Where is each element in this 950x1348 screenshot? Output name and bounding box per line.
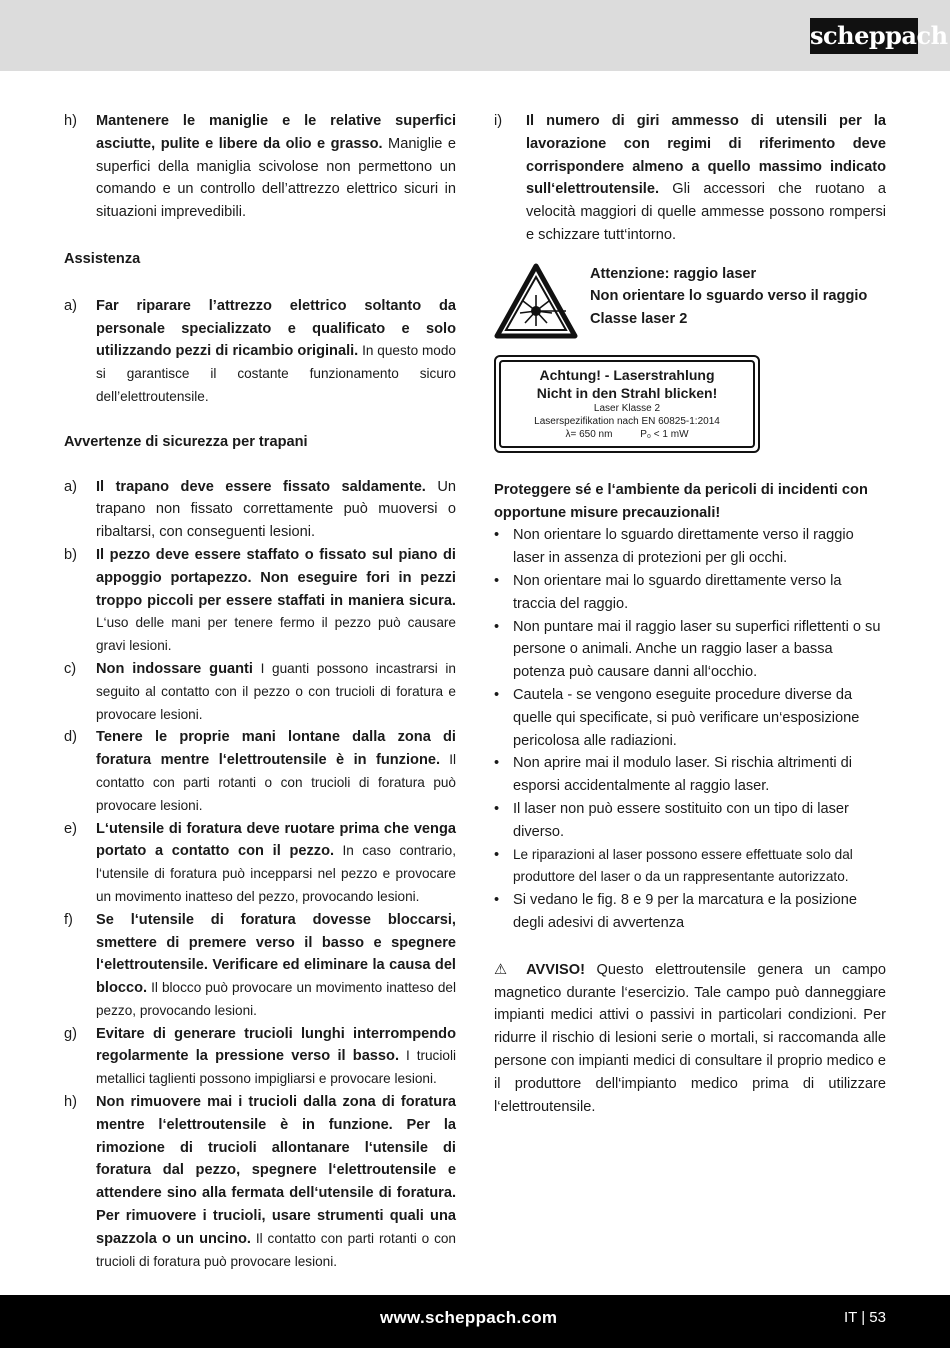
protect-heading: Proteggere sé e l‘ambiente da pericoli di incidenti con opportune misure precauzionali! bbox=[494, 481, 868, 521]
drill-instruction-item bbox=[64, 726, 456, 817]
notice-text: Questo elettroutensile genera un campo magnetico durante l‘esercizio. Tale campo può danneggiare impianti medici attivi o passivi in particolari condizioni. Per ridurre il rischio di lesioni serie o mortali, si raccomanda alle persone con impianti medici di consultare il proprio medico e il produttore dell‘impianto medico prima di utilizzare l‘elettroutensile. bbox=[494, 961, 886, 1115]
precaution-text: Non orientare mai lo sguardo direttamente verso la traccia del raggio. bbox=[513, 572, 842, 612]
precaution-text: Si vedano le fig. 8 e 9 per la marcatura e la posizione degli adesivi di avvertenza bbox=[513, 892, 857, 931]
item-label: a) bbox=[64, 297, 77, 314]
item-label: g) bbox=[64, 1025, 77, 1042]
laser-warning bbox=[494, 263, 886, 339]
laser-warning-line1: Attenzione: raggio laser bbox=[590, 265, 757, 282]
precaution-item bbox=[494, 752, 886, 798]
drill-instruction-item bbox=[64, 658, 456, 726]
item-label: f) bbox=[64, 911, 73, 928]
drill-instruction-list bbox=[64, 476, 456, 1274]
item-text: Il pezzo deve essere staffato o fissato sul piano di appoggio portapezzo. Non eseguire fori in pezzi troppo piccoli per essere staffati in maniera sicura. L‘uso delle mani per tenere fermo il pezzo può causare gravi lesioni. bbox=[96, 546, 456, 654]
item-label: a) bbox=[64, 478, 77, 495]
laser-label-sticker bbox=[494, 355, 760, 453]
page-footer bbox=[0, 1295, 950, 1348]
drill-instruction-item bbox=[64, 909, 456, 1023]
sticker-line3: Laser Klasse 2 bbox=[593, 402, 661, 414]
precaution-item bbox=[494, 524, 886, 570]
section-heading-assistenza: Assistenza bbox=[64, 250, 141, 267]
precaution-text: Non aprire mai il modulo laser. Si rischia altrimenti di esporsi accidentalmente al raggio laser. bbox=[513, 755, 853, 795]
precaution-item bbox=[494, 616, 886, 684]
drill-instruction-item bbox=[64, 818, 456, 909]
right-column bbox=[494, 110, 886, 1118]
item-text: Evitare di generare trucioli lunghi interrompendo regolarmente la pressione verso il basso. I trucioli metallici taglienti possono impigliarsi e provocare lesioni. bbox=[96, 1025, 456, 1087]
precaution-text: Il laser non può essere sostituito con un tipo di laser diverso. bbox=[513, 800, 849, 840]
precaution-text: Le riparazioni al laser possono essere effettuate solo dal produttore del laser o da un rappresentante autorizzato. bbox=[513, 846, 853, 885]
warning-triangle-icon: ⚠ bbox=[494, 961, 515, 978]
precaution-item bbox=[494, 844, 886, 890]
precaution-text: Non puntare mai il raggio laser su superfici riflettenti o su persone o animali. Anche un raggio laser a bassa potenza può causare danni all‘occhio. bbox=[513, 618, 881, 681]
drill-instruction-item bbox=[64, 1023, 456, 1091]
item-text: Tenere le proprie mani lontane dalla zona di foratura mentre l‘elettroutensile è in funzione. Il contatto con parti rotanti o con trucioli di foratura può provocare lesioni. bbox=[96, 729, 456, 813]
item-label: i) bbox=[494, 113, 503, 129]
bullet-icon: • bbox=[494, 892, 500, 909]
instruction-item-a-service bbox=[64, 295, 456, 409]
item-text: Non rimuovere mai i trucioli dalla zona di foratura mentre l‘elettroutensile è in funzione. Per la rimozione di trucioli allontanare l‘utensile di foratura dal pezzo, spegnere l‘elettroutensile e attendere sino alla fermata dell‘utensile di foratura. Per rimuovere i trucioli, usare strumenti quali una spazzola o un uncino. Il contatto con parti rotanti o con trucioli di foratura può provocare lesioni. bbox=[96, 1094, 456, 1269]
precaution-list bbox=[494, 524, 886, 934]
item-label: e) bbox=[64, 820, 77, 837]
left-column bbox=[64, 110, 456, 1273]
precaution-text: Non orientare lo sguardo direttamente verso il raggio laser in assenza di protezioni per gli occhi. bbox=[513, 527, 854, 567]
item-text: Se l‘utensile di foratura dovesse bloccarsi, smettere di premere verso il basso e spegnere l‘elettroutensile. Verificare ed eliminare la causa del blocco. Il blocco può provocare un movimento inatteso del pezzo, provocando lesioni. bbox=[96, 911, 456, 1018]
bullet-icon: • bbox=[494, 846, 500, 863]
precaution-item bbox=[494, 570, 886, 616]
drill-instruction-item bbox=[64, 544, 456, 658]
precaution-item bbox=[494, 798, 886, 844]
item-text: L‘utensile di foratura deve ruotare prima che venga portato a contatto con il pezzo. In caso contrario, l‘utensile di foratura può incepparsi nel pezzo e provocare un movimento inatteso del pezzo, provocando lesioni. bbox=[96, 820, 457, 904]
item-label: h) bbox=[64, 1094, 77, 1111]
item-text: Il trapano deve essere fissato saldamente. Un trapano non fissato correttamente può muoversi o ribaltarsi, con conseguenti lesioni. bbox=[96, 478, 456, 541]
section-heading-trapani: Avvertenze di sicurezza per trapani bbox=[64, 433, 308, 450]
item-text: Mantenere le maniglie e le relative superfici asciutte, pulite e libere da olio e grasso. Maniglie e superfici della maniglia scivolose non permettono un comando e un controllo dell’attrezzo elettrico sicuri in situazioni imprevedibili. bbox=[96, 113, 456, 221]
item-text: Il numero di giri ammesso di utensili per la lavorazione con regimi di riferimento deve corrispondere almeno a quello massimo indicato sull‘elettroutensile. Gli accessori che ruotano a velocità maggiori di quelle ammesse possono rompersi e schizzare tutt‘intorno. bbox=[526, 113, 886, 243]
bullet-icon: • bbox=[494, 755, 500, 772]
bullet-icon: • bbox=[494, 618, 500, 635]
sticker-line5: λ= 650 nm P₀ < 1 mW bbox=[565, 428, 689, 440]
item-text: Non indossare guanti I guanti possono incastrarsi in seguito al contatto con il pezzo o con trucioli di foratura e provocare lesioni. bbox=[96, 660, 456, 722]
laser-warning-text bbox=[590, 263, 867, 331]
instruction-item-i bbox=[494, 110, 886, 247]
bullet-icon: • bbox=[494, 527, 500, 544]
sticker-line2: Nicht in den Strahl blicken! bbox=[536, 384, 718, 401]
sticker-line4: Laserspezifikation nach EN 60825-1:2014 bbox=[534, 415, 720, 427]
brand-logo: scheppach bbox=[810, 18, 918, 54]
page-header bbox=[0, 0, 950, 71]
laser-warning-line3: Classe laser 2 bbox=[590, 310, 688, 327]
item-label: h) bbox=[64, 113, 77, 129]
footer-page-number: IT | 53 bbox=[844, 1309, 886, 1326]
item-label: c) bbox=[64, 660, 77, 677]
notice-label: AVVISO! bbox=[526, 961, 586, 978]
item-label: b) bbox=[64, 546, 77, 563]
drill-instruction-item bbox=[64, 476, 456, 544]
item-text: Far riparare l’attrezzo elettrico soltanto da personale specializzato e qualificato e solo utilizzando pezzi di ricambio originali. In questo modo si garantisce il costante funzionamento sicuro dell’elettroutensile. bbox=[96, 297, 456, 404]
drill-instruction-item bbox=[64, 1091, 456, 1273]
precaution-text: Cautela - se vengono eseguite procedure diverse da quelle qui specificate, si può verificare un‘esposizione pericolosa alle radiazioni. bbox=[513, 686, 860, 749]
footer-url: www.scheppach.com bbox=[380, 1308, 558, 1327]
sticker-line1: Achtung! - Laserstrahlung bbox=[539, 366, 715, 383]
item-label: d) bbox=[64, 729, 77, 746]
instruction-item-h bbox=[64, 110, 456, 224]
notice-paragraph bbox=[494, 959, 886, 1119]
laser-warning-line2: Non orientare lo sguardo verso il raggio bbox=[590, 288, 868, 305]
bullet-icon: • bbox=[494, 572, 500, 589]
laser-hazard-icon bbox=[494, 263, 578, 339]
precaution-item bbox=[494, 889, 886, 935]
bullet-icon: • bbox=[494, 686, 500, 703]
bullet-icon: • bbox=[494, 800, 500, 817]
precaution-item bbox=[494, 684, 886, 752]
